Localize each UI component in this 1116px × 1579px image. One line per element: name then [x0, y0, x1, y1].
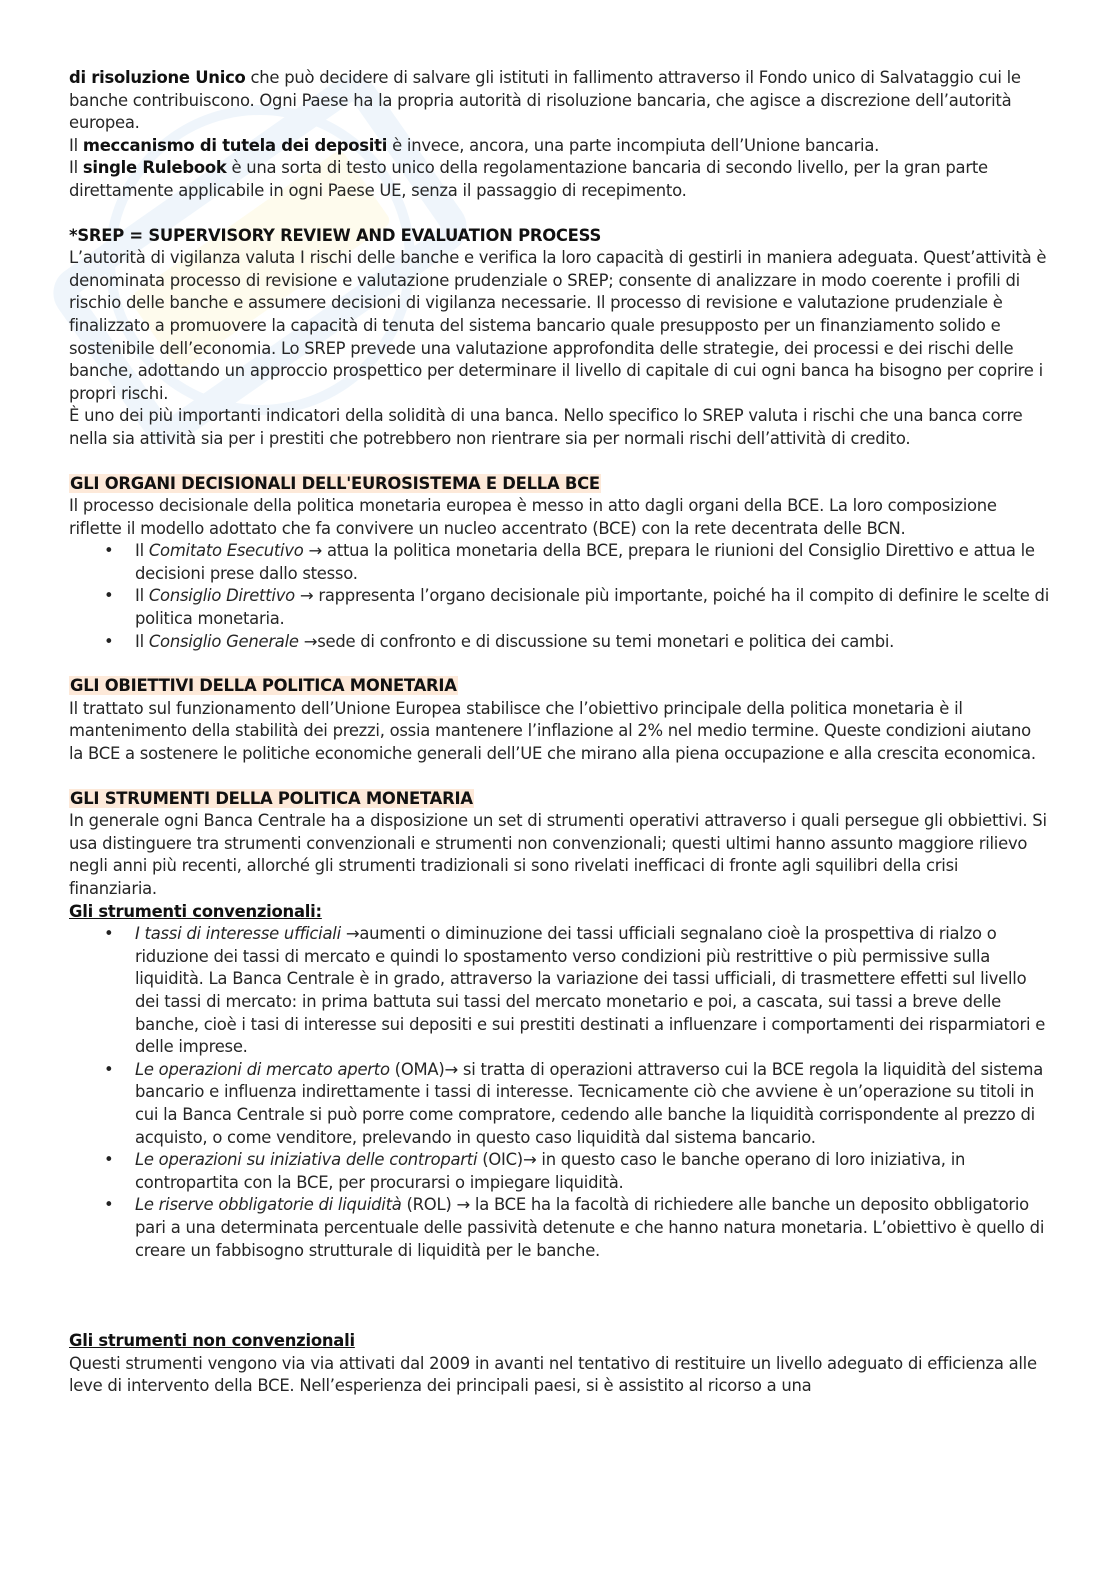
item-prefix: Il	[135, 631, 149, 651]
intro-paragraph-3	[69, 157, 1049, 202]
item-term: Comitato Esecutivo	[148, 541, 304, 561]
strumenti-heading-line	[69, 788, 1049, 811]
srep-paragraph-2: È uno dei più importanti indicatori della solidità di una banca. Nello specifico lo SREP valuta i rischi che una banca corre nella sia attività sia per i prestiti che potrebbero non rientrare sia per normali rischi dell’attività di credito.	[69, 406, 1023, 448]
intro-text-1: che può decidere di salvare gli istituti in fallimento attraverso il Fondo unico di Salvataggio cui le banche contribuiscono. Ogni Paese ha la propria autorità di risoluzione bancaria, che agisce a discrezione dell’autorità europea.	[69, 68, 1021, 133]
item-term: Le riserve obbligatorie di liquidità	[135, 1195, 402, 1215]
item-text: (ROL) → la BCE ha la facoltà di richiedere alle banche un deposito obbligatorio pari a una determinata percentuale delle passività detenute e che hanno natura monetaria. L’obiettivo è quello di creare un fabbisogno strutturale di liquidità per le banche.	[135, 1195, 1045, 1260]
item-text: → attua la politica monetaria della BCE, prepara le riunioni del Consiglio Direttivo e attua le decisioni prese dallo stesso.	[135, 541, 1035, 583]
item-prefix: Il	[135, 541, 149, 561]
intro-term-1: di risoluzione Unico	[69, 68, 246, 87]
item-text: (OMA)→ si tratta di operazioni attraverso cui la BCE regola la liquidità del sistema bancario e influenza indirettamente i tassi di interesse. Tecnicamente ciò che avviene è un’operazione su titoli in cui la Banca Centrale si può porre come compratore, cedendo alle banche la liquidità corrispondente al prezzo di acquisto, o come venditore, prelevando in questo caso liquidità dal sistema bancario.	[135, 1059, 1044, 1147]
intro-prefix-3: Il	[69, 158, 83, 178]
item-term: I tassi di interesse ufficiali	[135, 924, 341, 944]
intro-paragraph-1	[69, 67, 1049, 135]
strumenti-heading: GLI STRUMENTI DELLA POLITICA MONETARIA	[70, 788, 473, 808]
list-item	[135, 1194, 1049, 1262]
item-text: (OIC)→ in questo caso le banche operano di loro iniziativa, in contropartita con la BCE, per procurarsi o impiegare liquidità.	[135, 1150, 966, 1192]
intro-paragraph-2	[69, 135, 1049, 158]
intro-term-3: single Rulebook	[82, 158, 227, 178]
strumenti-list	[69, 923, 1049, 1262]
list-item	[135, 1059, 1049, 1149]
item-term: Consiglio Direttivo	[148, 586, 295, 606]
item-prefix: Il	[135, 586, 149, 606]
organi-heading: GLI ORGANI DECISIONALI DELL'EUROSISTEMA E DELLA BCE	[70, 473, 600, 493]
srep-heading: *SREP = SUPERVISORY REVIEW AND EVALUATION PROCESS	[69, 225, 601, 245]
srep-paragraph-1: L’autorità di vigilanza valuta I rischi delle banche e verifica la loro capacità di gestirli in maniera adeguata. Quest’attività è denominata processo di revisione e valutazione prudenziale o SREP; consente di analizzare in modo coerente i profili di rischio delle banche e assumere decisioni di vigilanza necessarie. Il processo di revisione e valutazione prudenziale è finalizzato a promuovere la capacità di tenuta del sistema bancario quale presupposto per un finanziamento solido e sostenibile dell’economia. Lo SREP prevede una valutazione approfondita delle strategie, dei processi e dei rischi delle banche, adottando un approccio prospettico per determinare il livello di capitale di cui ogni banca ha bisogno per coprire i propri rischi.	[69, 248, 1047, 403]
strumenti-paragraph: In generale ogni Banca Centrale ha a disposizione un set di strumenti operativi attraverso i quali persegue gli obbiettivi. Si usa distinguere tra strumenti convenzionali e strumenti non convenzionali; questi ultimi hanno assunto maggiore rilievo negli anni più recenti, allorché gli strumenti tradizionali si sono rivelati inefficaci di fronte agli squilibri della crisi finanziaria.	[69, 811, 1047, 898]
intro-prefix-2: Il	[69, 135, 83, 155]
item-text: →sede di confronto e di discussione su temi monetari e politica dei cambi.	[298, 631, 895, 651]
document-body	[69, 67, 1049, 1398]
list-item	[135, 585, 1049, 630]
obiettivi-heading: GLI OBIETTIVI DELLA POLITICA MONETARIA	[70, 676, 457, 696]
non-convenzionali-paragraph: Questi strumenti vengono via via attivati dal 2009 in avanti nel tentativo di restituire un livello adeguato di efficienza alle leve di intervento della BCE. Nell’esperienza dei principali paesi, si è assistito al ricorso a una	[69, 1353, 1037, 1396]
organi-list	[69, 540, 1049, 653]
intro-term-2: meccanismo di tutela dei depositi	[82, 135, 388, 155]
item-text: → rappresenta l’organo decisionale più importante, poiché ha il compito di definire le scelte di politica monetaria.	[135, 586, 1049, 629]
obiettivi-heading-line	[69, 675, 1049, 698]
item-text: →aumenti o diminuzione dei tassi ufficiali segnalano cioè la prospettiva di rialzo o riduzione dei tassi di mercato e quindi lo spostamento verso condizioni più restrittive o più permissive sulla liquidità. La Banca Centrale è in grado, attraverso la variazione dei tassi ufficiali, di trasmettere effetti sul livello dei tassi di mercato: in prima battuta sui tassi del mercato monetario e poi, a cascata, sui tassi a breve delle banche, cioè i tasi di interesse sui depositi e sui prestiti destinati a influenzare i comportamenti dei risparmiatori e delle imprese.	[135, 924, 1046, 1057]
item-term: Consiglio Generale	[148, 631, 299, 651]
non-convenzionali-heading: Gli strumenti non convenzionali	[69, 1331, 355, 1351]
list-item	[135, 631, 1049, 654]
organi-paragraph: Il processo decisionale della politica monetaria europea è messo in atto dagli organi della BCE. La loro composizione riflette il modello adottato che fa convivere un nucleo accentrato (BCE) con la rete decentrata delle BCN.	[69, 496, 997, 538]
intro-text-2: è invece, ancora, una parte incompiuta dell’Unione bancaria.	[387, 135, 880, 155]
obiettivi-paragraph: Il trattato sul funzionamento dell’Unione Europea stabilisce che l’obiettivo principale della politica monetaria è il mantenimento della stabilità dei prezzi, ossia mantenere l’inflazione al 2% nel medio termine. Queste condizioni aiutano la BCE a sostenere le politiche economiche generali dell’UE che mirano alla piena occupazione e alla crescita economica.	[69, 698, 1036, 764]
intro-text-3: è una sorta di testo unico della regolamentazione bancaria di secondo livello, per la gran parte direttamente applicabile in ogni Paese UE, senza il passaggio di recepimento.	[69, 158, 988, 200]
list-item	[135, 1149, 1049, 1194]
list-item	[135, 540, 1049, 585]
list-item	[135, 923, 1049, 1059]
strumenti-convenzionali-heading: Gli strumenti convenzionali:	[69, 901, 322, 921]
organi-heading-line	[69, 473, 1049, 496]
item-term: Le operazioni di mercato aperto	[135, 1059, 390, 1079]
item-term: Le operazioni su iniziativa delle controparti	[135, 1150, 478, 1170]
